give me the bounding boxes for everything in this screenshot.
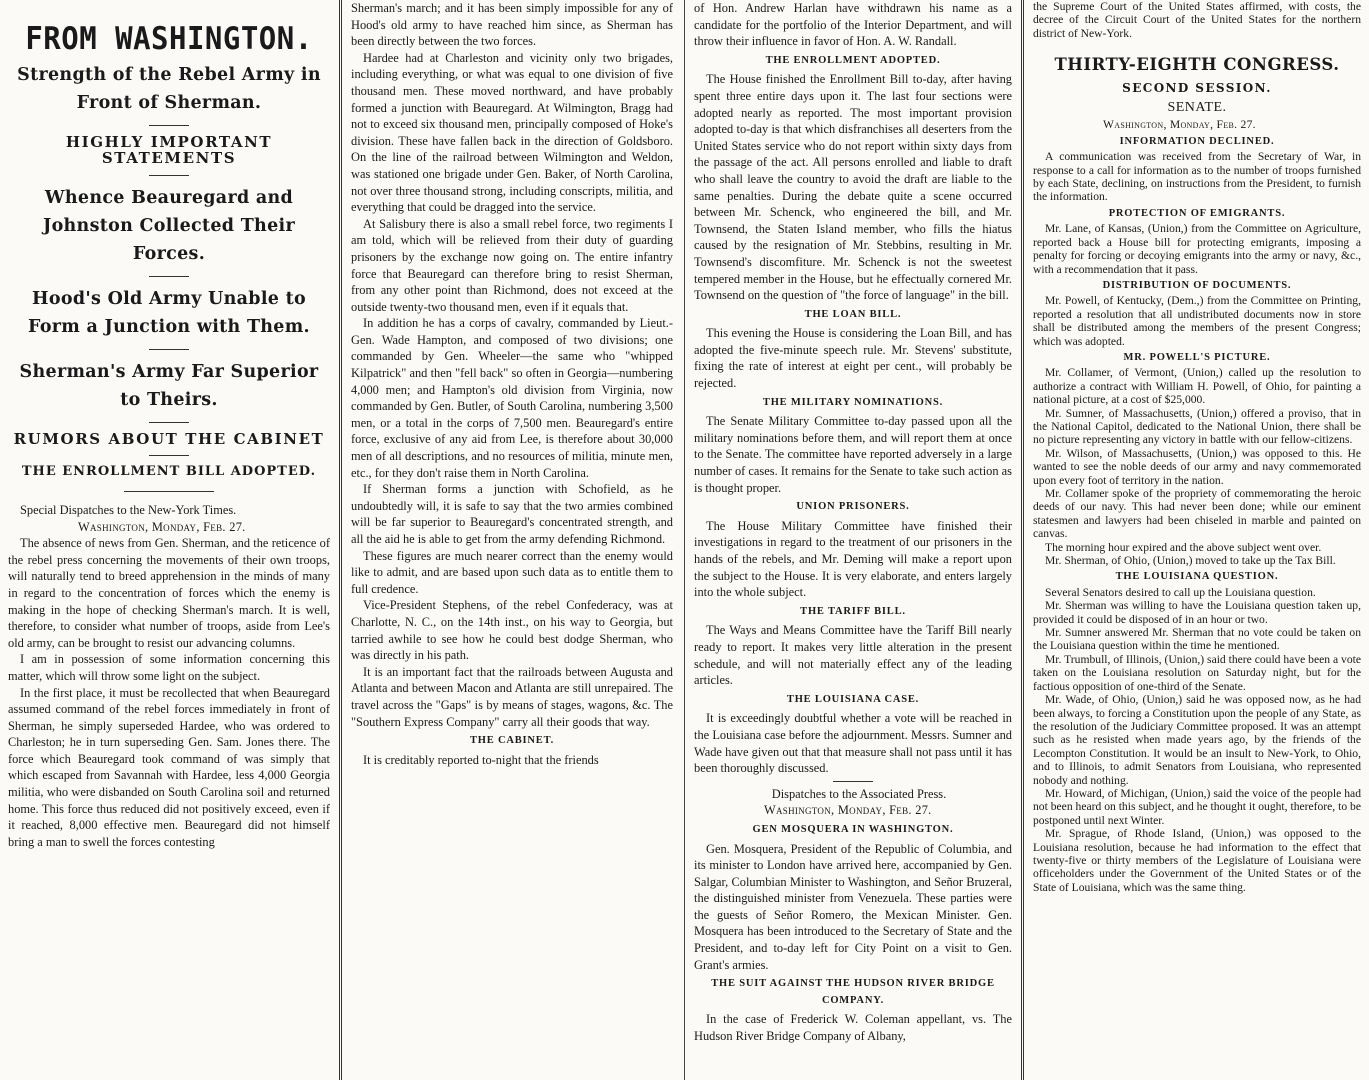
column-rule <box>1021 0 1024 1080</box>
article-paragraph: Vice-President Stephens, of the rebel Confederacy, was at Charlotte, N. C., on the 14th inst., on his way to Georgia, but tarried awhile to see how he could best dodge Sherman, who was directly in his path. <box>351 598 673 663</box>
column-1 <box>0 0 338 1080</box>
column-2 <box>343 0 681 1080</box>
article-paragraph: The Ways and Means Committee have the Tariff Bill nearly ready to report. It makes very little alteration in the present schedule, and will not materially effect any of the leading articles. <box>694 623 1012 688</box>
article-paragraph: Mr. Sherman, of Ohio, (Union,) moved to take up the Tax Bill. <box>1045 554 1336 568</box>
main-headline: FROM WASHINGTON. <box>25 19 313 57</box>
subheading: THE LOUISIANA CASE. <box>786 693 920 705</box>
subheading: MR. POWELL'S PICTURE. <box>1123 351 1271 363</box>
dispatch-credit: Dispatches to the Associated Press. <box>771 786 947 801</box>
column-rule <box>684 0 685 1080</box>
chamber-headline: SENATE. <box>1167 100 1227 116</box>
article-paragraph: of Hon. Andrew Harlan have withdrawn his name as a candidate for the portfolio of the Interior Department, and will throw their influence in favor of Hon. A. W. Randall. <box>694 1 1012 49</box>
dateline: Washington, Monday, Feb. 27. <box>1103 118 1256 132</box>
column-rule <box>339 0 342 1080</box>
subheading: THE MILITARY NOMINATIONS. <box>762 396 944 408</box>
subheading: INFORMATION DECLINED. <box>1119 135 1275 147</box>
dateline: Washington, Monday, Feb. 27. <box>78 519 246 534</box>
caps-headline: THE ENROLLMENT BILL ADOPTED. <box>21 464 317 480</box>
article-paragraph: A communication was received from the Secretary of War, in response to a call for information as to the number of troops furnished by each State, declining, on instructions from the President, to furnish the information. <box>1033 150 1361 204</box>
article-paragraph: The Senate Military Committee to-day passed upon all the military nominations before them, and will report them at once to the Senate. The committee have reported adversely in a large number of cases. It remains for the Senate to take such action as is thought proper. <box>694 414 1012 495</box>
divider <box>149 125 189 126</box>
subheading: THE CABINET. <box>469 735 555 747</box>
divider <box>833 781 873 782</box>
column-3 <box>686 0 1020 1080</box>
divider <box>149 455 189 456</box>
subheading: GEN MOSQUERA IN WASHINGTON. <box>752 823 954 835</box>
article-paragraph: Mr. Howard, of Michigan, (Union,) said the voice of the people had not been heard on this subject, and he thought it ought, therefore, to be postponed until next Winter. <box>1033 786 1361 827</box>
dispatch-credit: Special Dispatches to the New-York Times. <box>20 502 237 517</box>
article-paragraph: Mr. Collamer spoke of the propriety of commemorating the heroic deeds of our navy. This had never been done; while our eminent statesmen and lawyers had been chiseled in marble and painted on canvas. <box>1033 487 1361 541</box>
column-4 <box>1025 0 1369 1080</box>
caps-headline: RUMORS ABOUT THE CABINET <box>13 429 325 448</box>
article-paragraph: Mr. Wade, of Ohio, (Union,) said he was opposed now, as he had been always, to forcing a Constitution upon the people of any State, as the resolution of the Judiciary Committee proposed. It was an attempt such as he resisted when made years ago, by the friends of the Lecompton Constitution. It would be an insult to New-York, to Ohio, and to Illinois, to admit Senators from Louisiana, who represented nobody and nothing. <box>1033 693 1361 787</box>
article-paragraph: It is an important fact that the railroads between Augusta and Atlanta and between Macon and Atlanta are still unrepaired. The travel across the "Gaps" is by means of stages, wagons, &c. The "Southern Express Company" carry all their goods that way. <box>351 664 673 729</box>
article-paragraph: the Supreme Court of the United States affirmed, with costs, the decree of the Circuit Court of the United States for the northern district of New-York. <box>1033 0 1361 40</box>
article-paragraph: Gen. Mosquera, President of the Republic of Columbia, and its minister to London have arrived here, accompanied by Gen. Salgar, Columbian Minister to Washington, and Señor Bruzeral, the distinguished minister from Venezuela. These parties were the guests of Señor Romero, the Mexican Minister. Gen. Mosquera has been introduced to the Secretary of State and the President, and to-day left for City Point on a visit to Gen. Grant's armies. <box>694 841 1012 972</box>
article-paragraph: The House Military Committee have finished their investigations in regard to the treatment of our prisoners in the hands of the rebels, and Mr. Deming will make a report upon the subject to the House. It is very elaborate, and enters largely into the whole subject. <box>694 518 1012 600</box>
article-paragraph: Mr. Sprague, of Rhode Island, (Union,) was opposed to the Louisiana resolution, because he had information to the effect that twenty-five or thirty members of the Legislature of Louisiana were officeholders under the Government of the United States or of the State of Louisiana, which was the same thing. <box>1033 827 1361 894</box>
article-paragraph: The House finished the Enrollment Bill to-day, after having spent three entire days upon it. The last four sections were adopted nearly as reported. The most important provision adopted to-day is that which disfranchises all deserters from the United States service who do not report within sixty days from the passage of the act. All persons enrolled and liable to draft who shall leave the country to avoid the draft are liable to the same penalties. During the debate quite a scene occurred between Mr. Schenck, who engineered the bill, and Mr. Townsend, the Staten Island member, who fills the hiatus caused by the resignation of Mr. Stebbins, resulting in Mr. Townsend's discomfiture. Mr. Schenck is not the sweetest tempered member in the House, but he effectually cornered Mr. Townsend on the question of "the force of language" in the bill. <box>694 72 1012 303</box>
divider <box>149 175 189 176</box>
article-paragraph: I am in possession of some information concerning this matter, which will throw some light on the subject. <box>8 652 330 683</box>
subheading: THE LOAN BILL. <box>804 308 902 320</box>
divider <box>124 491 214 492</box>
subheading: UNION PRISONERS. <box>796 501 910 513</box>
article-paragraph: Mr. Lane, of Kansas, (Union,) from the Committee on Agriculture, reported back a House bill for protecting emigrants, imposing a penalty for forcing or decoying emigrants into the army or navy, &c., with a recommendation that it pass. <box>1033 222 1361 276</box>
article-paragraph: Hardee had at Charleston and vicinity only two brigades, including everything, or what was equal to one division of five thousand men. These moved northward, and have probably formed a junction with Beauregard. At Wilmington, Bragg had not to exceed six thousand men, principally composed of Hoke's division. These have fallen back in the direction of Goldsboro. On the line of the railroad between Wilmington and Weldon, was stationed one brigade under Gen. Baker, of North Carolina, not over three thousand strong, including conscripts, militia, and everything that could be dragged into the service. <box>351 50 673 215</box>
article-paragraph: The morning hour expired and the above subject went over. <box>1045 540 1322 554</box>
article-paragraph: In the case of Frederick W. Coleman appellant, vs. The Hudson River Bridge Company of Albany, <box>694 1012 1012 1044</box>
deck-headline: Whence Beauregard and Johnston Collected Their Forces. <box>42 187 295 264</box>
subheading: THE ENROLLMENT ADOPTED. <box>765 54 941 66</box>
article-paragraph: The absence of news from Gen. Sherman, and the reticence of the rebel press concerning the movements of their own troops, will naturally tend to breed apprehension in the minds of many in regard to the concentration of forces which the enemy is making in the hope of checking Sherman's march. It is well, therefore, to consider what number of troops, aside from Lee's old army, can be brought to resist our advancing columns. <box>8 536 330 650</box>
divider <box>149 422 189 423</box>
congress-headline: THIRTY-EIGHTH CONGRESS. <box>1054 55 1340 75</box>
article-paragraph: It is exceedingly doubtful whether a vote will be reached in the Louisiana case before the adjournment. Messrs. Sumner and Wade have given out that that measure shall not pass until it has been thoroughly discussed. <box>694 711 1012 776</box>
article-paragraph: Mr. Powell, of Kentucky, (Dem.,) from the Committee on Printing, reported a resolution that all undistributed documents now in store shall be distributed among the members of the present Congress; which was adopted. <box>1033 294 1361 348</box>
divider <box>149 349 189 350</box>
article-paragraph: This evening the House is considering the Loan Bill, and has adopted the five-minute speech rule. Mr. Stevens' substitute, fixing the rate of interest at eight per cent., will probably be rejected. <box>694 326 1012 391</box>
dateline: Washington, Monday, Feb. 27. <box>764 803 932 818</box>
session-headline: SECOND SESSION. <box>1122 80 1272 95</box>
subheading: THE TARIFF BILL. <box>800 605 906 617</box>
article-paragraph: These figures are much nearer correct than the enemy would like to admit, and are based upon such data as to entitle them to full credence. <box>351 548 673 596</box>
article-paragraph: In addition he has a corps of cavalry, commanded by Lieut.-Gen. Wade Hampton, and composed of two divisions; one commanded by Gen. Wheeler—the same who "whipped Kilpatrick" and then "fell back" so often in Georgia—numbering 4,000 men; and Hampton's old division from Virginia, now commanded by Gen. Butler, of South Carolina, numbering 3,500 men, or a total in the corps of 7,500 men. Beauregard's entire force, exclusive of any aid from Lee, is therefore about 30,000 men of all descriptions, and no resources of militia, minute men, etc., for they don't raise them in North Carolina. <box>351 316 673 480</box>
deck-headline: Strength of the Rebel Army in Front of Sherman. <box>17 64 321 113</box>
article-paragraph: It is creditably reported to-night that the friends <box>363 752 599 767</box>
subheading: PROTECTION OF EMIGRANTS. <box>1108 207 1286 219</box>
divider <box>149 276 189 277</box>
article-paragraph: Mr. Sherman was willing to have the Louisiana question taken up, provided it could be disposed of in an hour or two. <box>1033 599 1361 626</box>
article-paragraph: In the first place, it must be recollected that when Beauregard assumed command of the rebel forces immediately in front of Sherman, he simply superseded Hardee, who was ordered to Charleston; he in turn superseding Gen. Sam. Jones there. The force which Beauregard took command of was simply that which escaped from Savannah with Hardee, less 4,000 Georgia militia, who were disbanded on South Carolina soil and returned home. This force thus reduced did not positively exceed, even if it reached, 8,000 effective men. Beauregard did not himself bring a man to swell the forces contesting <box>8 685 330 849</box>
article-paragraph: Mr. Wilson, of Massachusetts, (Union,) was opposed to this. He wanted to see the noble deeds of our army and navy commemorated upon every foot of territory in the nation. <box>1033 446 1361 487</box>
deck-headline: Hood's Old Army Unable to Form a Junction with Them. <box>28 288 310 337</box>
article-paragraph: Several Senators desired to call up the Louisiana question. <box>1045 585 1316 599</box>
caps-headline: HIGHLY IMPORTANT STATEMENTS <box>65 132 273 168</box>
article-paragraph: Sherman's march; and it has been simply impossible for any of Hood's old army to have reached him since, as Sherman has been directly between the two forces. <box>351 1 673 49</box>
subheading: DISTRIBUTION OF DOCUMENTS. <box>1102 279 1292 291</box>
subheading: THE SUIT AGAINST THE HUDSON RIVER BRIDGE COMPANY. <box>711 978 995 1006</box>
deck-headline: Sherman's Army Far Superior to Theirs. <box>19 361 319 410</box>
article-paragraph: If Sherman forms a junction with Schofield, as he undoubtedly will, it is safe to say that the two armies combined will be far superior to Beauregard's concentrated strength, and all the aid he is able to get from the army defending Richmond. <box>351 482 673 546</box>
article-paragraph: At Salisbury there is also a small rebel force, two regiments I am told, which will be relieved from their duty of guarding prisoners by the exchange now going on. The entire infantry force that Beauregard can therefore bring to resist Sherman, from any other point than Richmond, does not exceed at the outside twenty-two thousand men, even if it equals that. <box>351 216 673 314</box>
article-paragraph: Mr. Sumner, of Massachusetts, (Union,) offered a proviso, that in the National Capitol, dedicated to the National Union, there shall be no picture representing any victory in battle with our fellow-citizens. <box>1033 406 1361 447</box>
article-paragraph: Mr. Trumbull, of Illinois, (Union,) said there could have been a vote taken on the Louisiana resolution on Saturday night, but for the factious opposition of one-third of the Senate. <box>1033 652 1361 693</box>
article-paragraph: Mr. Sumner answered Mr. Sherman that no vote could be taken on the Louisiana question within the time he mentioned. <box>1033 626 1361 653</box>
subheading: THE LOUISIANA QUESTION. <box>1115 571 1279 583</box>
article-paragraph: Mr. Collamer, of Vermont, (Union,) called up the resolution to authorize a contract with William H. Powell, of Ohio, for painting a national picture, at a cost of $25,000. <box>1033 366 1361 407</box>
